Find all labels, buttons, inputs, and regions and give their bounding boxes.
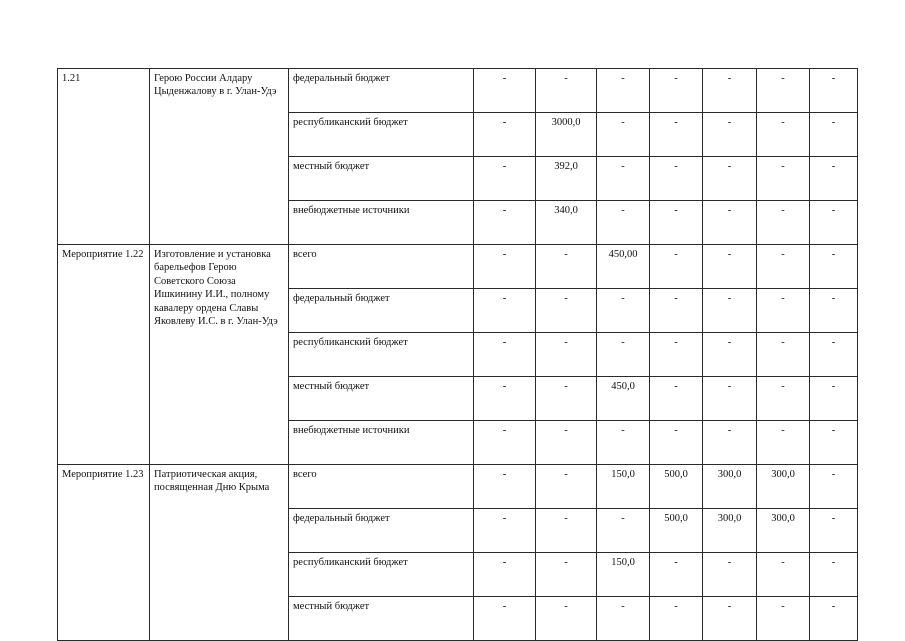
amount-cell: - (757, 113, 810, 157)
amount-cell: - (810, 157, 858, 201)
amount-cell: - (703, 597, 757, 641)
amount-cell: 300,0 (757, 465, 810, 509)
amount-cell: - (597, 69, 650, 113)
amount-cell: - (810, 377, 858, 421)
amount-cell: - (536, 421, 597, 465)
measure-description-cell: Герою России Алдару Цыденжалову в г. Улан-Удэ (150, 69, 289, 245)
amount-cell: - (474, 421, 536, 465)
amount-cell: - (474, 597, 536, 641)
amount-cell: - (757, 289, 810, 333)
measure-code-cell: 1.21 (58, 69, 150, 245)
amount-cell: - (597, 597, 650, 641)
amount-cell: - (757, 201, 810, 245)
amount-cell: - (650, 333, 703, 377)
amount-cell: - (757, 245, 810, 289)
amount-cell: - (474, 113, 536, 157)
table-body (58, 69, 858, 641)
funding-source-cell: федеральный бюджет (289, 69, 474, 113)
amount-cell: - (474, 377, 536, 421)
amount-cell: - (810, 113, 858, 157)
table-row (58, 245, 858, 289)
amount-cell: - (650, 421, 703, 465)
amount-cell: 300,0 (703, 509, 757, 553)
amount-cell: - (757, 333, 810, 377)
amount-cell: - (703, 553, 757, 597)
amount-cell: - (650, 597, 703, 641)
amount-cell: - (757, 69, 810, 113)
amount-cell: 150,0 (597, 465, 650, 509)
amount-cell: - (757, 597, 810, 641)
amount-cell: 3000,0 (536, 113, 597, 157)
amount-cell: - (810, 245, 858, 289)
amount-cell: - (474, 69, 536, 113)
amount-cell: - (650, 377, 703, 421)
amount-cell: - (597, 333, 650, 377)
funding-source-cell: республиканский бюджет (289, 113, 474, 157)
table-row (58, 465, 858, 509)
amount-cell: - (597, 201, 650, 245)
funding-source-cell: всего (289, 245, 474, 289)
amount-cell: - (536, 245, 597, 289)
amount-cell: - (474, 465, 536, 509)
funding-source-cell: федеральный бюджет (289, 289, 474, 333)
measure-description-cell: Патриотическая акция, посвященная Дню Крыма (150, 465, 289, 641)
amount-cell: - (703, 333, 757, 377)
table-row (58, 69, 858, 113)
amount-cell: - (650, 201, 703, 245)
amount-cell: - (757, 421, 810, 465)
amount-cell: - (536, 69, 597, 113)
amount-cell: - (597, 509, 650, 553)
measure-code-cell: Мероприятие 1.22 (58, 245, 150, 465)
measure-description-cell: Изготовление и установка барельефов Герою Советского Союза Ишкинину И.И., полному кавалеру ордена Славы Яковлеву И.С. в г. Улан-Удэ (150, 245, 289, 465)
amount-cell: - (757, 377, 810, 421)
amount-cell: - (810, 69, 858, 113)
funding-source-cell: местный бюджет (289, 377, 474, 421)
amount-cell: - (650, 245, 703, 289)
amount-cell: - (757, 157, 810, 201)
amount-cell: - (536, 333, 597, 377)
amount-cell: - (536, 289, 597, 333)
amount-cell: - (536, 597, 597, 641)
amount-cell: 450,0 (597, 377, 650, 421)
amount-cell: 300,0 (703, 465, 757, 509)
amount-cell: - (597, 157, 650, 201)
amount-cell: - (474, 333, 536, 377)
amount-cell: 300,0 (757, 509, 810, 553)
amount-cell: - (597, 289, 650, 333)
amount-cell: - (650, 553, 703, 597)
amount-cell: - (810, 597, 858, 641)
amount-cell: - (810, 553, 858, 597)
amount-cell: - (474, 157, 536, 201)
amount-cell: - (703, 421, 757, 465)
amount-cell: - (703, 377, 757, 421)
amount-cell: - (810, 201, 858, 245)
amount-cell: - (597, 113, 650, 157)
amount-cell: 450,00 (597, 245, 650, 289)
amount-cell: 340,0 (536, 201, 597, 245)
amount-cell: - (810, 421, 858, 465)
amount-cell: - (536, 377, 597, 421)
amount-cell: - (810, 333, 858, 377)
amount-cell: - (703, 289, 757, 333)
funding-source-cell: внебюджетные источники (289, 421, 474, 465)
funding-source-cell: всего (289, 465, 474, 509)
amount-cell: - (474, 289, 536, 333)
funding-source-cell: внебюджетные источники (289, 201, 474, 245)
amount-cell: - (474, 509, 536, 553)
amount-cell: - (810, 465, 858, 509)
amount-cell: - (650, 69, 703, 113)
funding-source-cell: федеральный бюджет (289, 509, 474, 553)
amount-cell: - (703, 113, 757, 157)
amount-cell: - (703, 69, 757, 113)
amount-cell: - (474, 245, 536, 289)
amount-cell: - (536, 509, 597, 553)
amount-cell: - (474, 201, 536, 245)
amount-cell: - (703, 201, 757, 245)
funding-source-cell: республиканский бюджет (289, 553, 474, 597)
budget-table (57, 68, 858, 641)
amount-cell: - (703, 245, 757, 289)
amount-cell: - (597, 421, 650, 465)
amount-cell: 500,0 (650, 509, 703, 553)
amount-cell: - (536, 465, 597, 509)
amount-cell: 150,0 (597, 553, 650, 597)
amount-cell: - (474, 553, 536, 597)
funding-source-cell: республиканский бюджет (289, 333, 474, 377)
measure-code-cell: Мероприятие 1.23 (58, 465, 150, 641)
amount-cell: - (650, 113, 703, 157)
amount-cell: - (536, 553, 597, 597)
amount-cell: - (810, 289, 858, 333)
amount-cell: - (703, 157, 757, 201)
amount-cell: - (650, 289, 703, 333)
amount-cell: 392,0 (536, 157, 597, 201)
amount-cell: - (650, 157, 703, 201)
funding-source-cell: местный бюджет (289, 597, 474, 641)
amount-cell: - (757, 553, 810, 597)
funding-source-cell: местный бюджет (289, 157, 474, 201)
amount-cell: - (810, 509, 858, 553)
amount-cell: 500,0 (650, 465, 703, 509)
